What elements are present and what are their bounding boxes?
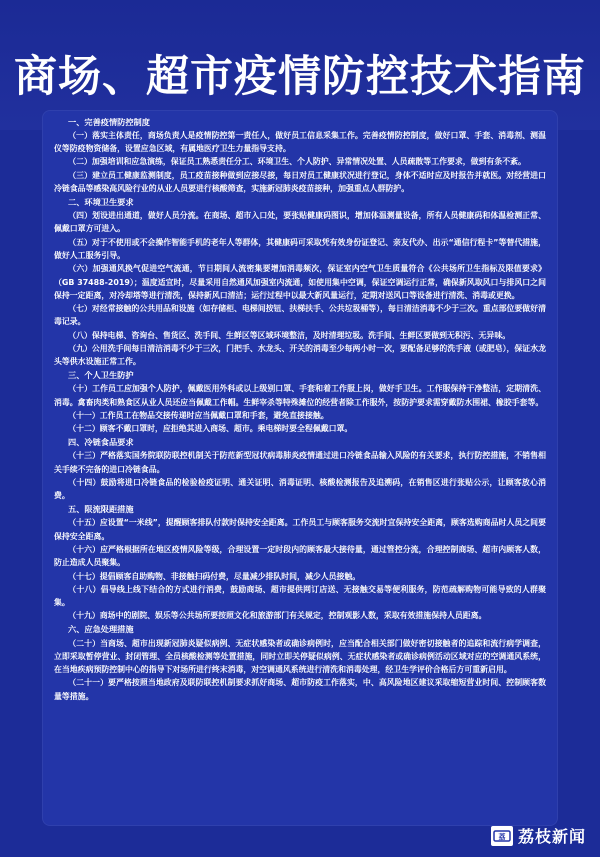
guideline-item: （十九）商场中的剧院、娱乐等公共场所要按照文化和旅游部门有关规定，控制观影人数，采取有效措施保持人员距离。 <box>68 611 487 621</box>
guideline-item: （七）对经常接触的公共用品和设施（如存储柜、电梯间按钮、扶梯扶手、公共垃圾桶等），每日清洁消毒不少于三次。重点部位要做好清毒记录。 <box>54 304 546 327</box>
guideline-item: （二十）当商场、超市出现新冠肺炎疑似病例、无症状感染者或确诊病例时，应当配合相关部门做好密切接触者的追踪和流行病学调查，立即采取暂停营业、封闭管理、全员核酸检测等处置措施，同时立即关停疑似病例、无症状感染者或确诊病例活动区域对应的空调通风系统，在当地疾病预防控制中心的指导下对场所进行终末消毒，对空调通风系统进行清洗和消毒处理，经卫生学评价合格后方可重新启用。 <box>54 638 546 675</box>
section-heading: 六、应急处理措施 <box>68 624 134 635</box>
content-card <box>42 110 558 826</box>
guideline-item: （十五）应设置“一米线”，提醒顾客排队付款时保持安全距离。工作员工与顾客服务交流时宜保持安全距离，顾客选购商品时人员之间要保持安全距离。 <box>54 518 546 541</box>
lizhi-logo <box>491 824 586 847</box>
guideline-item: （十二）顾客不戴口罩时，应拒绝其进入商场、超市。乘电梯时要全程佩戴口罩。 <box>68 424 353 434</box>
footer <box>0 825 600 857</box>
guideline-item: （八）保持电梯、咨询台、售货区、洗手间、生鲜区等区域环境整洁，及时清理垃圾。洗手间、生鲜区要做到无积污、无异味。 <box>68 330 511 340</box>
section-heading: 一、完善疫情防控制度 <box>68 116 150 127</box>
guideline-item: （十三）严格落实国务院联防联控机制关于防范新型冠状病毒肺炎疫情通过进口冷链食品输入风险的有关要求，执行防控措施，不销售相关手续不完备的进口冷链食品。 <box>54 451 546 474</box>
guideline-item: （十）工作员工应加强个人防护，佩戴医用外科或以上级别口罩、手套和着工作服上岗，做好手卫生。工作服保持干净整洁，定期清洗、消毒。禽畜肉类和熟食区从业人员还应当佩戴工作帽。生鲜宰杀等特殊摊位的经营者除工作服外，按防护要求需穿戴防水围裙、橡胶手套等。 <box>54 384 546 407</box>
guideline-item: （二）加强培训和应急演练，保证员工熟悉责任分工、环境卫生、个人防护、异常情况处置、人员疏散等工作要求，做到有条不紊。 <box>68 157 526 167</box>
svg-text:荔: 荔 <box>498 832 506 841</box>
guideline-item: （十八）倡导线上线下结合的方式进行消费，鼓励商场、超市提供网订店送、无接触交易等便利服务，防范疏解购物可能导致的人群聚集。 <box>54 584 546 608</box>
guideline-item: （十四）鼓励将进口冷链食品的检验检疫证明、通关证明、消毒证明、核酸检测报告及追溯码，在销售区进行张贴公示，让顾客放心消费。 <box>54 478 546 501</box>
guideline-item: （十七）提倡顾客自助购物、非接触扫码付费，尽量减少排队时间，减少人员接触。 <box>68 571 361 581</box>
guide-content <box>42 110 558 703</box>
lizhi-logo-text: 荔枝新闻 <box>517 827 586 846</box>
guideline-item: （十一）工作员工在物品交接传递时应当佩戴口罩和手套，避免直接接触。 <box>68 411 329 421</box>
guideline-item: （六）加强通风换气促进空气流通，节日期间人流密集要增加消毒频次，保证室内空气卫生质量符合《公共场所卫生指标及限值要求》（GB 37488-2019）；温度适宜时，尽量采用自然通风加强室内流通，如使用集中空调，保证空调运行正常，确保新风取风口与排风口之间保持一定距离，对冷却塔等进行清洗，保持新风口清洁；运行过程中以最大新风量运行，定期对送风口等设备进行清洗、消毒或更换。 <box>54 264 546 300</box>
section-heading: 三、个人卫生防护 <box>68 370 134 381</box>
lizhi-logo-icon <box>491 826 513 846</box>
section-heading: 四、冷链食品要求 <box>68 437 134 448</box>
guideline-item: （四）划设进出通道，做好人员分流。在商场、超市入口处，要张贴健康码图识，增加体温测量设备，所有人员健康码和体温检测正常、佩戴口罩方可进入。 <box>54 211 546 234</box>
guideline-item: （二十一）要严格按照当地政府及联防联控机制要求抓好商场、超市防疫工作落实，中、高风险地区建议采取缩短营业时间、控制顾客数量等措施。 <box>54 678 546 701</box>
section-heading: 二、环境卫生要求 <box>68 196 134 207</box>
guideline-item: （九）公用洗手间每日清洁消毒不少于三次，门把手、水龙头、开关的消毒至少每两小时一次，要配备足够的洗手液（或肥皂），保证水龙头等供水设施正常工作。 <box>54 344 546 367</box>
guideline-item: （十六）应严格根据所在地区疫情风险等级，合理设置一定时段内的顾客最大接待量，通过管控分流，合理控制商场、超市内顾客人数，防止造成人员聚集。 <box>54 545 546 568</box>
page-title: 商场、超市疫情防控技术指南 <box>14 52 586 102</box>
guideline-item: （一）落实主体责任，商场负责人是疫情防控第一责任人，做好员工信息采集工作。完善疫情防控制度，做好口罩、手套、消毒剂、测温仪等防疫物资储备，设置应急区域，有属地医疗卫生力量指导支持。 <box>54 130 546 154</box>
guideline-item: （五）对于不使用或不会操作智能手机的老年人等群体，其健康码可采取凭有效身份证登记、亲友代办、出示“通信行程卡”等替代措施，做好人工服务引导。 <box>54 237 546 260</box>
section-heading: 五、限流限距措施 <box>68 504 134 515</box>
guideline-item: （三）建立员工健康监测制度，员工疫苗接种做到应接尽接，每日对员工健康状况进行登记，身体不适时应及时报告并就医。对经营进口冷链食品等感染高风险行业的从业人员要进行核酸筛查，实施新冠肺炎疫苗接种，加强重点人群防护。 <box>54 170 546 193</box>
